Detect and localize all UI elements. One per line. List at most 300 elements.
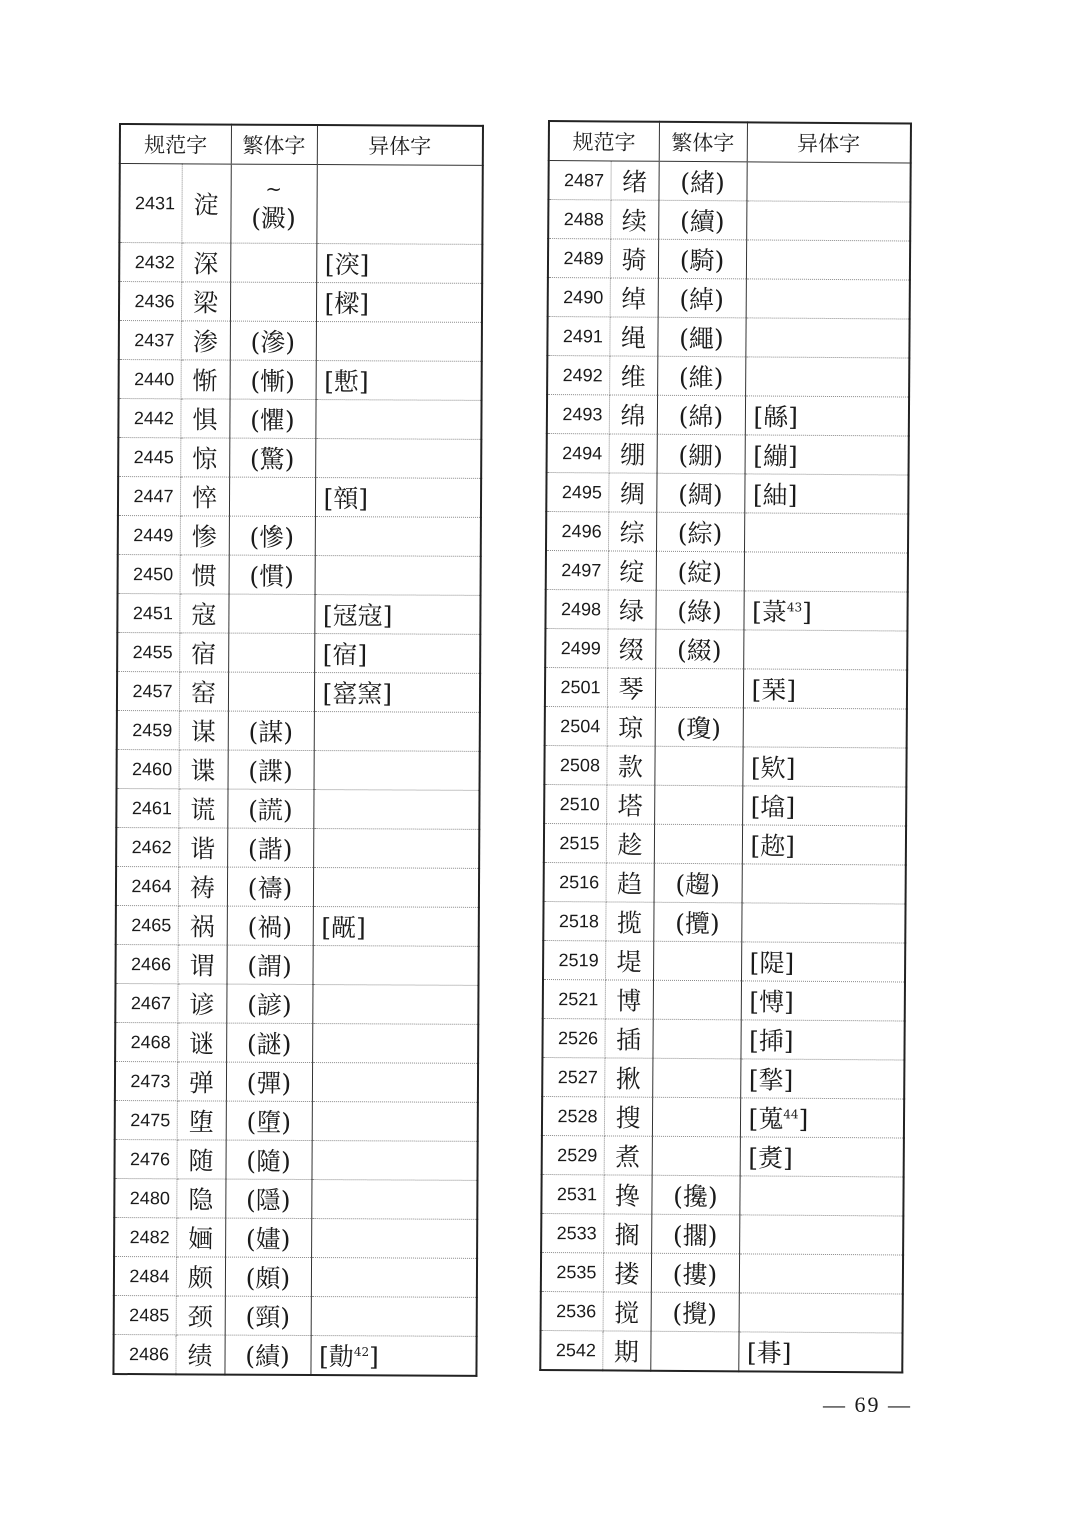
standard-character: 绪 <box>610 161 658 200</box>
table-row <box>119 360 482 401</box>
variant-character-cell <box>740 1098 904 1138</box>
variant-character: [湥] <box>324 250 370 280</box>
entry-number: 2462 <box>116 827 178 866</box>
variant-character: [紬] <box>752 480 798 510</box>
traditional-character-cell <box>653 941 741 981</box>
variant-character-cell <box>740 1137 904 1177</box>
traditional-character-cell <box>650 1331 738 1371</box>
traditional-character-cell <box>225 1140 311 1179</box>
variant-character-cell <box>741 981 905 1021</box>
entry-number: 2455 <box>117 632 179 671</box>
variant-character-cell <box>312 1102 478 1142</box>
traditional-character-cell <box>230 164 316 243</box>
variant-character-cell <box>742 786 906 826</box>
traditional-character: (謊) <box>248 795 293 825</box>
variant-character-cell <box>314 634 480 674</box>
traditional-character-cell <box>658 239 746 279</box>
traditional-character-cell <box>227 789 313 828</box>
traditional-character: (趨) <box>675 869 721 900</box>
entry-number: 2465 <box>116 905 178 944</box>
standard-character: 深 <box>181 243 230 282</box>
variant-character-cell <box>316 283 482 323</box>
entry-number: 2528 <box>542 1096 604 1135</box>
traditional-character-cell <box>655 668 743 708</box>
variant-character: [揫] <box>748 1065 794 1095</box>
table-row <box>547 433 909 475</box>
table-header-row <box>120 124 483 165</box>
table-row <box>541 1174 903 1216</box>
traditional-character: (慘) <box>249 522 295 552</box>
entry-number: 2486 <box>113 1334 175 1374</box>
variant-character-cell <box>315 517 481 557</box>
traditional-character-cell <box>654 824 742 864</box>
variant-character-cell <box>741 903 905 943</box>
right-table-body <box>540 161 910 1373</box>
traditional-character-cell <box>654 785 742 825</box>
traditional-character: (禍) <box>247 912 293 942</box>
variant-character: [旤] <box>321 913 366 943</box>
entry-number: 2482 <box>114 1217 176 1256</box>
standard-character: 维 <box>609 356 657 395</box>
traditional-character <box>655 766 742 767</box>
variant-character-cell <box>744 513 908 553</box>
variant-character-cell <box>742 747 906 787</box>
variant-character-cell <box>311 1219 477 1259</box>
header-standard: 规范字 <box>549 121 659 161</box>
variant-character: [墖] <box>750 792 796 822</box>
standard-character: 琼 <box>607 707 655 746</box>
variant-character-cell <box>313 790 479 830</box>
traditional-character-cell <box>651 1175 739 1215</box>
traditional-character: (慣) <box>249 561 294 591</box>
entry-number: 2498 <box>545 589 607 628</box>
variant-character-cell <box>311 1141 477 1181</box>
traditional-character: (頗) <box>245 1263 291 1293</box>
variant-character-cell <box>315 556 481 596</box>
entry-number: 2442 <box>118 399 180 438</box>
entry-number: 2542 <box>540 1330 602 1370</box>
standard-character: 颈 <box>176 1296 225 1335</box>
variant-character-cell <box>314 595 480 635</box>
standard-character: 骑 <box>610 239 658 278</box>
standard-character: 祷 <box>178 867 227 906</box>
entry-number: 2484 <box>114 1256 176 1295</box>
table-row <box>115 944 478 985</box>
standard-character: 谓 <box>177 945 226 984</box>
table-row <box>546 550 908 592</box>
variant-character-cell <box>313 868 479 908</box>
standard-character: 淀 <box>181 164 230 243</box>
traditional-character: (謀) <box>248 717 294 747</box>
traditional-character-cell <box>228 594 314 633</box>
variant-character: [朞] <box>746 1338 792 1368</box>
standard-character: 综 <box>608 512 656 551</box>
table-row <box>541 1252 903 1294</box>
traditional-character-cell <box>651 1214 739 1254</box>
entry-number: 2487 <box>548 161 610 200</box>
variant-character-cell <box>310 1336 476 1376</box>
traditional-character-cell <box>230 282 316 321</box>
traditional-character: (綳) <box>678 440 724 471</box>
traditional-character: (頸) <box>245 1302 291 1332</box>
closing-bracket: ] <box>802 597 812 627</box>
standard-character: 宿 <box>179 633 228 672</box>
traditional-character <box>654 844 741 845</box>
traditional-character-cell <box>657 356 745 396</box>
entry-number: 2518 <box>543 901 605 940</box>
traditional-character-cell <box>652 1058 740 1098</box>
table-row <box>115 983 478 1024</box>
entry-number: 2450 <box>118 554 180 593</box>
variant-character-cell <box>746 279 910 319</box>
standard-character: 绩 <box>175 1335 224 1375</box>
standard-character: 谋 <box>179 711 228 750</box>
header-traditional: 繁体字 <box>659 122 747 162</box>
traditional-character-cell <box>227 867 313 906</box>
table-row <box>114 1217 477 1258</box>
standard-character: 惯 <box>180 555 229 594</box>
header-variant: 异体字 <box>317 125 483 165</box>
traditional-character: (謂) <box>247 951 292 981</box>
traditional-character-cell <box>225 1218 311 1257</box>
table-row <box>548 200 910 242</box>
traditional-character <box>655 805 742 806</box>
traditional-character-cell <box>226 1062 312 1101</box>
table-row <box>118 438 481 479</box>
traditional-character-cell <box>225 1296 311 1335</box>
traditional-character: (澱) <box>251 203 296 233</box>
traditional-character-cell <box>656 473 744 513</box>
entry-number: 2476 <box>114 1139 176 1178</box>
table-row <box>548 278 910 320</box>
standard-character: 绸 <box>608 473 656 512</box>
traditional-character <box>653 1078 740 1079</box>
variant-character: [顇] <box>323 484 369 514</box>
standard-character: 博 <box>605 980 653 1019</box>
traditional-character-cell <box>655 590 743 630</box>
table-row <box>541 1291 903 1333</box>
variant-character-cell <box>740 1020 904 1060</box>
traditional-character: (綴) <box>676 635 722 666</box>
traditional-character-cell <box>651 1253 739 1293</box>
variant-character-cell <box>742 825 906 865</box>
standard-character: 谍 <box>179 750 228 789</box>
entry-number: 2529 <box>542 1135 604 1174</box>
entry-number: 2490 <box>548 278 610 317</box>
entry-number: 2445 <box>118 438 180 477</box>
entry-number: 2508 <box>544 745 606 784</box>
table-row <box>117 632 480 673</box>
traditional-character: (驚) <box>249 444 295 474</box>
variant-character-cell <box>739 1215 903 1255</box>
standard-character: 琴 <box>607 668 655 707</box>
variant-character-cell <box>315 478 481 518</box>
variant-character-cell <box>745 435 909 475</box>
variant-character-cell <box>744 552 908 592</box>
standard-character: 煮 <box>604 1136 652 1175</box>
standard-character: 随 <box>176 1140 225 1179</box>
standard-character: 堕 <box>177 1101 226 1140</box>
entry-number: 2527 <box>542 1057 604 1096</box>
table-row <box>547 395 909 437</box>
standard-character: 塔 <box>606 785 654 824</box>
traditional-character: (墮) <box>246 1107 292 1137</box>
traditional-character <box>653 1039 740 1040</box>
traditional-character: (諜) <box>248 756 293 786</box>
entry-number: 2440 <box>119 360 181 399</box>
traditional-character-cell <box>224 1335 310 1375</box>
traditional-character: (隱) <box>246 1185 291 1215</box>
entry-number: 2501 <box>545 667 607 706</box>
standard-character: 绰 <box>610 278 658 317</box>
traditional-character <box>652 1156 739 1157</box>
traditional-character: (綠) <box>677 596 722 627</box>
traditional-character-cell <box>230 360 316 399</box>
traditional-character-cell <box>226 1101 312 1140</box>
entry-number: 2515 <box>544 823 606 862</box>
traditional-character-cell <box>230 321 316 360</box>
variant-character-cell <box>316 165 482 245</box>
traditional-character <box>653 1117 740 1118</box>
table-row <box>114 1139 477 1180</box>
standard-character: 续 <box>610 200 658 239</box>
standard-character: 弹 <box>177 1062 226 1101</box>
table-row <box>548 239 910 281</box>
entry-number: 2447 <box>118 477 180 516</box>
traditional-character-cell <box>656 512 744 552</box>
table-row <box>116 905 479 946</box>
header-variant: 异体字 <box>747 122 911 163</box>
variant-character-cell <box>745 396 909 436</box>
entry-number: 2494 <box>547 433 609 472</box>
variant-character: [緜] <box>753 402 799 432</box>
variant-character: [隄] <box>749 948 795 978</box>
table-row <box>119 282 482 323</box>
variant-character-cell <box>311 1180 477 1220</box>
variant-character-cell <box>746 240 910 280</box>
traditional-character: (瓊) <box>676 713 722 744</box>
variant-character-cell <box>315 439 481 479</box>
variant-character-cell <box>746 201 910 241</box>
traditional-character-cell <box>657 317 745 357</box>
table-row <box>544 745 906 787</box>
traditional-character-cell <box>658 278 746 318</box>
traditional-character: (謎) <box>246 1029 292 1059</box>
tilde-mark: ~ <box>265 176 283 201</box>
traditional-character: (攬) <box>675 908 720 939</box>
traditional-character: (續) <box>679 206 725 237</box>
table-row <box>116 827 479 868</box>
standard-character: 谚 <box>177 984 226 1023</box>
header-standard: 规范字 <box>120 124 231 164</box>
entry-number: 2449 <box>118 515 180 554</box>
entry-number: 2480 <box>114 1178 176 1217</box>
variant-character: [宿] <box>322 640 368 670</box>
traditional-character-cell <box>229 399 315 438</box>
traditional-character: (繩) <box>679 323 724 354</box>
entry-number: 2535 <box>541 1252 603 1291</box>
standard-character: 谐 <box>178 828 227 867</box>
variant-character-cell <box>312 946 478 986</box>
traditional-character: (隨) <box>246 1146 291 1176</box>
entry-number: 2521 <box>543 979 605 1018</box>
standard-character: 搜 <box>604 1097 652 1136</box>
standard-character: 惊 <box>180 438 229 477</box>
table-row <box>544 784 906 826</box>
table-row <box>117 671 480 712</box>
entry-number: 2495 <box>546 472 608 511</box>
traditional-character-cell <box>656 551 744 591</box>
entry-number: 2451 <box>117 593 179 632</box>
traditional-character: (慚) <box>250 366 295 396</box>
right-character-table <box>539 120 912 1374</box>
table-row <box>547 356 909 398</box>
entry-number: 2457 <box>117 671 179 710</box>
variant-character: [菉 <box>751 597 787 627</box>
table-row <box>546 472 908 514</box>
table-row <box>543 940 905 982</box>
table-row <box>118 399 481 440</box>
entry-number: 2461 <box>116 788 178 827</box>
traditional-character: (懼) <box>250 405 295 435</box>
traditional-character-cell <box>652 1136 740 1176</box>
traditional-character-cell <box>655 707 743 747</box>
variant-character-cell <box>738 1332 902 1373</box>
standard-character: 绷 <box>609 434 657 473</box>
traditional-character <box>654 961 741 962</box>
standard-character: 悴 <box>180 477 229 516</box>
closing-bracket: ] <box>798 1104 809 1134</box>
standard-character: 插 <box>604 1019 652 1058</box>
table-row <box>114 1178 477 1219</box>
traditional-character-cell <box>228 633 314 672</box>
traditional-character-cell <box>654 746 742 786</box>
variant-character-cell <box>745 357 909 397</box>
table-row <box>541 1213 903 1255</box>
variant-character-cell <box>311 1297 477 1337</box>
variant-character-cell <box>743 708 907 748</box>
traditional-character: (維) <box>678 362 724 393</box>
variant-character-cell <box>313 907 479 947</box>
standard-character: 窑 <box>179 672 228 711</box>
entry-number: 2497 <box>546 550 608 589</box>
standard-character: 隐 <box>176 1179 225 1218</box>
traditional-character: (騎) <box>679 245 725 276</box>
traditional-character-cell <box>653 980 741 1020</box>
entry-number: 2493 <box>547 395 609 434</box>
standard-character: 搀 <box>603 1175 651 1214</box>
standard-character: 颇 <box>176 1257 225 1296</box>
table-row <box>542 1018 904 1060</box>
traditional-character: (緒) <box>680 167 725 198</box>
entry-number: 2536 <box>541 1291 603 1330</box>
variant-character-cell <box>743 630 907 670</box>
standard-character: 搂 <box>603 1253 651 1292</box>
variant-character: [繃] <box>753 441 798 471</box>
table-row <box>543 979 905 1021</box>
traditional-character: (績) <box>245 1341 290 1371</box>
variant-character: [趂] <box>750 831 796 861</box>
table-header-row <box>549 121 911 163</box>
standard-character: 搁 <box>603 1214 651 1253</box>
header-traditional: 繁体字 <box>231 125 317 165</box>
traditional-character-cell <box>658 161 746 201</box>
entry-number: 2467 <box>115 983 177 1022</box>
standard-character: 婳 <box>176 1218 225 1257</box>
traditional-character-cell <box>228 711 314 750</box>
variant-character-cell <box>312 1024 478 1064</box>
traditional-character-cell <box>229 555 315 594</box>
variant-character-cell <box>739 1293 903 1333</box>
entry-number: 2436 <box>119 282 181 321</box>
traditional-character <box>656 688 743 689</box>
standard-character: 绳 <box>609 317 657 356</box>
variant-character-cell <box>743 669 907 709</box>
traditional-character <box>651 1351 738 1352</box>
entry-number: 2431 <box>119 164 181 243</box>
traditional-character-cell <box>228 750 314 789</box>
table-row <box>542 1135 904 1177</box>
table-row <box>543 901 905 943</box>
table-row <box>544 823 906 865</box>
traditional-character-cell <box>654 863 742 903</box>
standard-character: 寇 <box>179 594 228 633</box>
standard-character: 祸 <box>178 906 227 945</box>
traditional-character-cell <box>655 629 743 669</box>
traditional-character: (摟) <box>672 1259 718 1290</box>
entry-number: 2499 <box>545 628 607 667</box>
traditional-character-cell <box>227 906 313 945</box>
standard-character: 绵 <box>609 395 657 434</box>
entry-number: 2489 <box>548 239 610 278</box>
traditional-character-cell <box>658 200 746 240</box>
variant-character: [勣 <box>318 1342 354 1372</box>
traditional-character: (綜) <box>677 518 723 549</box>
traditional-character-cell <box>657 395 745 435</box>
variant-character: [揷] <box>748 1026 794 1056</box>
entry-number: 2475 <box>115 1100 177 1139</box>
entry-number: 2485 <box>114 1295 176 1334</box>
entry-number: 2488 <box>548 200 610 239</box>
table-row <box>546 511 908 553</box>
entry-number: 2473 <box>115 1061 177 1100</box>
traditional-character: (綽) <box>679 284 725 315</box>
variant-character-cell <box>739 1176 903 1216</box>
entry-number: 2460 <box>117 749 179 788</box>
left-table-body <box>113 164 482 1376</box>
entry-number: 2496 <box>546 511 608 550</box>
standard-character: 揽 <box>605 902 653 941</box>
traditional-character: (攙) <box>673 1181 718 1212</box>
table-row <box>547 317 909 359</box>
entry-number: 2459 <box>117 710 179 749</box>
table-row <box>545 706 907 748</box>
variant-character-cell <box>314 751 480 791</box>
table-row <box>545 589 907 631</box>
entry-number: 2526 <box>542 1018 604 1057</box>
entry-number: 2519 <box>543 940 605 979</box>
variant-character-cell <box>313 829 479 869</box>
traditional-character: (綻) <box>677 557 723 588</box>
footnote-number: 43 <box>786 600 803 615</box>
traditional-character-cell <box>225 1257 311 1296</box>
standard-character: 搅 <box>603 1292 651 1331</box>
table-row <box>119 321 482 362</box>
closing-bracket: ] <box>369 1342 379 1372</box>
table-row <box>115 1061 478 1102</box>
variant-character-cell <box>315 400 481 440</box>
entry-number: 2516 <box>544 862 606 901</box>
